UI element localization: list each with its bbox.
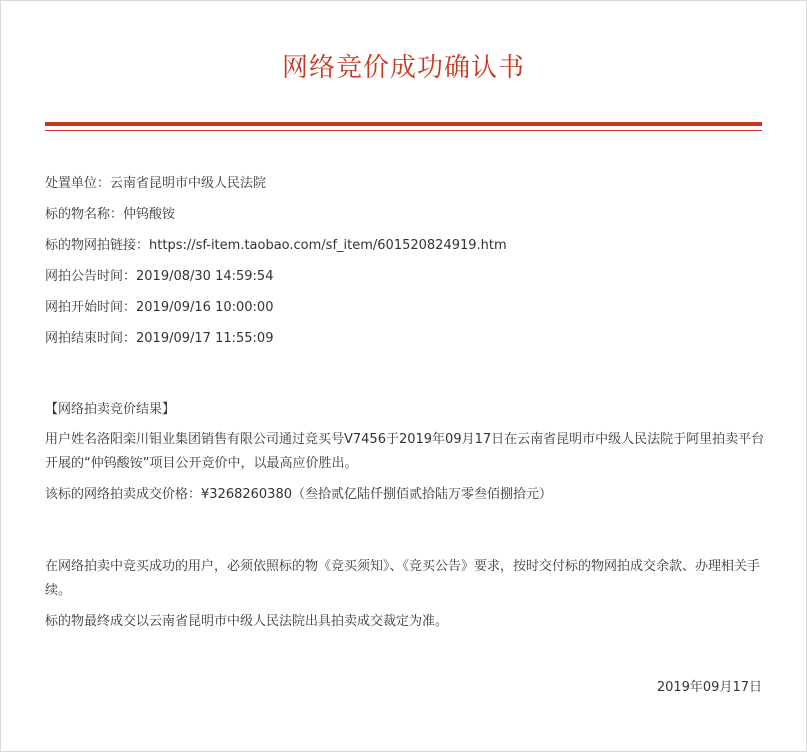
info-label: 标的物网拍链接： [45, 238, 150, 253]
result-heading: 【网络拍卖竞价结果】 [45, 402, 176, 417]
info-start-time [45, 296, 765, 320]
info-label: 网拍开始时间： [45, 300, 137, 315]
info-disposal-unit [45, 172, 765, 196]
info-item-name [45, 203, 765, 227]
price-label: 该标的网络拍卖成交价格： [45, 487, 202, 502]
title-divider-thin [45, 130, 762, 131]
info-value: 2019/09/16 10:00:00 [136, 300, 274, 315]
info-end-time [45, 327, 765, 351]
info-label: 标的物名称： [45, 207, 124, 222]
info-label: 网拍结束时间： [45, 331, 137, 346]
info-value: 2019/09/17 11:55:09 [136, 331, 274, 346]
result-price [45, 483, 765, 507]
title-divider-thick [45, 122, 762, 126]
info-label: 网拍公告时间： [45, 269, 137, 284]
result-paragraph: 用户姓名洛阳栾川钼业集团销售有限公司通过竞买号V7456于2019年09月17日在云南省昆明市中级人民法院于阿里拍卖平台开展的“仲钨酸铵”项目公开竞价中，以最高应价胜出。 [45, 432, 765, 471]
info-label: 处置单位： [45, 176, 111, 191]
info-auction-link [45, 234, 765, 258]
info-announcement-time [45, 265, 765, 289]
auction-link: https://sf-item.taobao.com/sf_item/601520824919.htm [149, 238, 507, 253]
notice-paragraph: 在网络拍卖中竞买成功的用户，必须依照标的物《竞买须知》、《竞买公告》要求，按时交付标的物网拍成交余款、办理相关手续。 [45, 559, 761, 598]
final-note-paragraph: 标的物最终成交以云南省昆明市中级人民法院出具拍卖成交裁定为准。 [45, 614, 449, 629]
document-date: 2019年09月17日 [656, 680, 762, 695]
info-value: 2019/08/30 14:59:54 [136, 269, 274, 284]
info-value: 云南省昆明市中级人民法院 [110, 176, 267, 191]
price-value: ¥3268260380（叁拾贰亿陆仟捌佰贰拾陆万零叁佰捌拾元） [201, 487, 552, 502]
document-body [45, 172, 765, 641]
document-title: 网络竞价成功确认书 [281, 53, 525, 83]
info-value: 仲钨酸铵 [123, 207, 176, 222]
